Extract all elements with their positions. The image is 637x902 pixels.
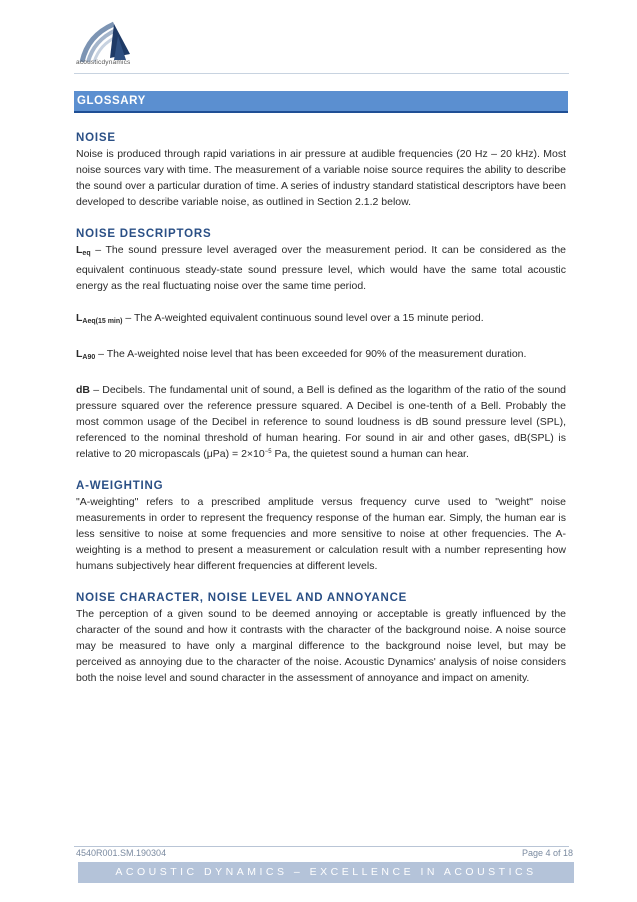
leq-term: L [76,244,83,256]
footer-tagline-bar [78,862,574,883]
footer-divider [74,846,569,847]
laeq-text: – The A-weighted equivalent continuous sound level over a 15 minute period. [122,312,484,324]
leq-definition [76,242,566,294]
descriptors-heading: NOISE DESCRIPTORS [76,228,212,240]
la90-text: – The A-weighted noise level that has been exceeded for 90% of the measurement duration. [95,348,527,360]
section-title-bar [74,91,568,113]
laeq-definition [76,310,566,330]
la90-definition [76,346,566,366]
db-exponent: −5 [264,449,272,455]
header-divider [74,73,569,74]
a-weighting-body: "A-weighting" refers to a prescribed amplitude versus frequency curve used to "weight" noise measurements in order to represent the frequency response of the human ear. Simply, the human ear is less sensitive to noise at some frequencies and more sensitive to noise at other frequencies. The A-weighting is a method to present a measurement or calculation result with a number representing how humans subjectively hear different frequencies at different levels. [76,496,566,572]
db-term: dB [76,384,90,396]
page-number: Page 4 of 18 [521,848,573,858]
glossary-content [76,130,566,686]
leq-text: – The sound pressure level averaged over the measurement period. It can be considered as the equivalent continuous steady-state sound pressure level, which would have the same total acoustic energy as the real fluctuating noise over the same time period. [76,244,566,292]
logo-text: acousticdynamics [76,59,131,66]
db-text-1: – Decibels. The fundamental unit of sound, a Bell is defined as the logarithm of the ratio of the sound pressure squared over the reference pressure squared. A Decibel is one-tenth of a Bell. Probably the most common usage of the Decibel in reference to sound loudness is dB sound pressure level (SPL), referenced to the nominal threshold of human hearing. For sound in air and other gases, dB(SPL) is relative to 20 micropascals (μPa) = 2×10 [76,384,566,460]
a-weighting-heading: A-WEIGHTING [76,480,164,492]
laeq-sub: Aeq(15 min) [82,318,123,325]
leq-sub: eq [82,250,91,257]
db-definition [76,382,566,462]
la90-sub: A90 [82,354,96,361]
footer-tagline: ACOUSTIC DYNAMICS – EXCELLENCE IN ACOUSTICS [115,866,537,878]
laeq-term: L [76,312,83,324]
document-reference: 4540R001.SM.190304 [76,848,167,858]
section-title: GLOSSARY [77,95,146,107]
noise-body: Noise is produced through rapid variations in air pressure at audible frequencies (20 Hz – 20 kHz). Most noise sources vary with time. The measurement of a variable noise source requires the ability to describe the sound over a particular duration of time. A series of industry standard statistical descriptors have been developed to describe variable noise, as outlined in Section 2.1.2 below. [76,148,566,208]
la90-term: L [76,348,83,360]
annoyance-body: The perception of a given sound to be deemed annoying or acceptable is greatly influenced by the character of the sound and how it contrasts with the character of the background noise. A noise source may be measured to have only a marginal difference to the background noise level, but may be perceived as annoying due to the character of the noise. Acoustic Dynamics' analysis of noise considers both the noise level and sound character in the assessment of annoyance and impact on amenity. [76,608,566,684]
annoyance-heading: NOISE CHARACTER, NOISE LEVEL AND ANNOYANCE [76,592,408,604]
db-text-2: Pa, the quietest sound a human can hear. [271,448,469,460]
noise-heading: NOISE [76,132,116,144]
